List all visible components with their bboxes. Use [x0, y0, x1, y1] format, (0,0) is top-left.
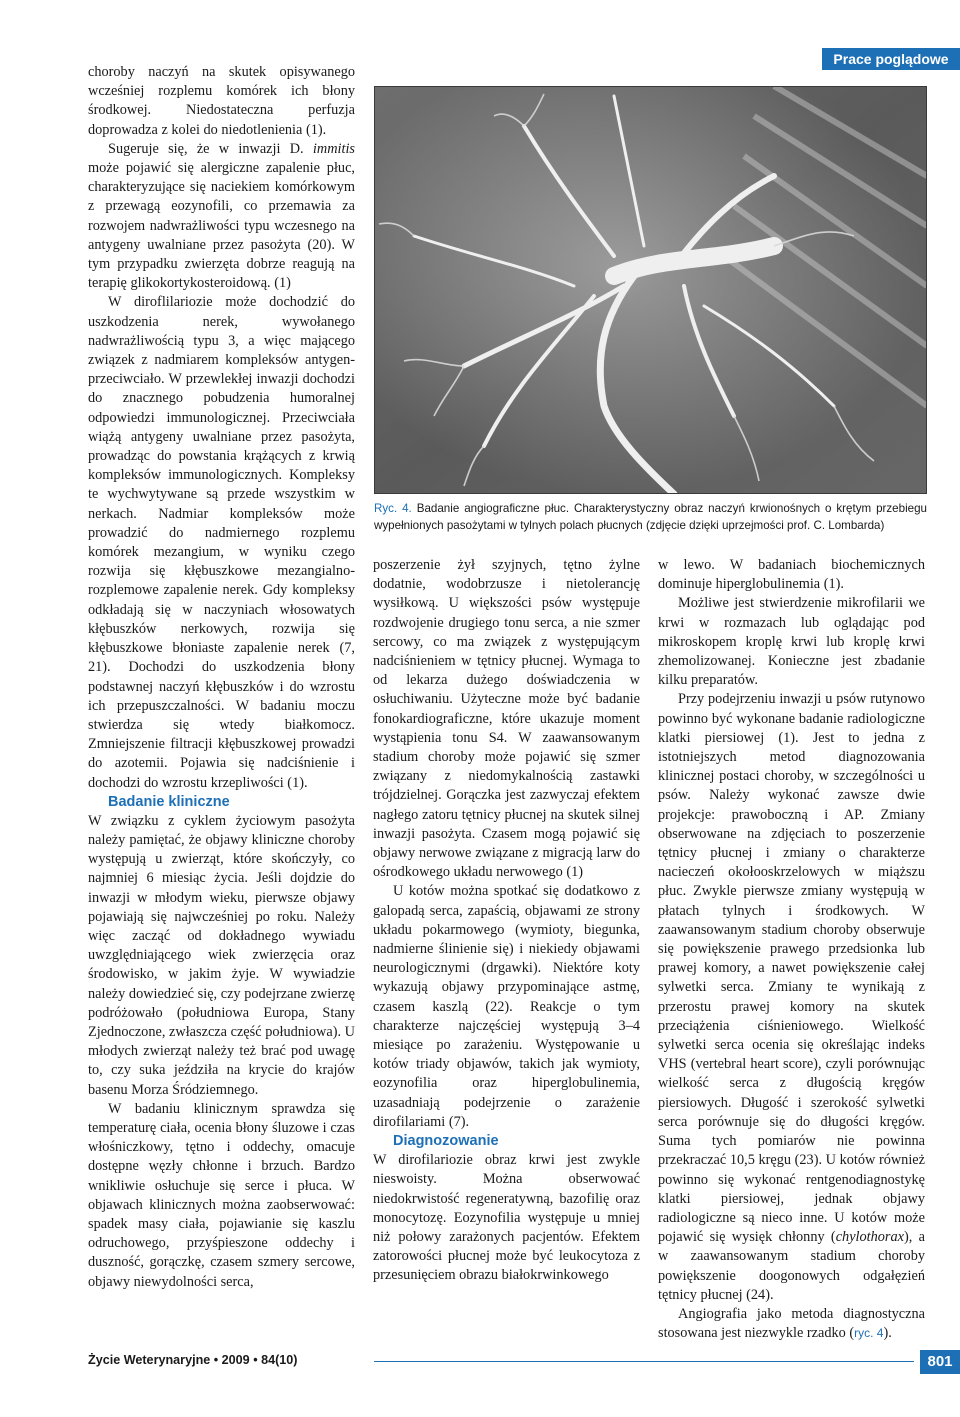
paragraph: choroby naczyń na skutek opisywanego wcześniej rozplemu komórek ich błony środkowej. Niedostateczna perfuzja doprowadza z kolei do niedotlenienia (1). — [88, 64, 355, 138]
paragraph: Sugeruje się, że w inwazji D. immitis może pojawić się alergiczne zapalenie płuc, charakteryzujące się naciekiem komórkowym z przewagą eozynofili, co przemawia za rozwojem nadwrażliwości typu wczesnego na antygeny uwalniane przez pasożyta (20). W tym przypadku zwierzęta dobrze reagują na terapię glikokortykosteroidową. (1) — [88, 140, 355, 292]
angiography-drawing — [374, 86, 927, 494]
section-label: Prace poglądowe — [822, 48, 960, 70]
paragraph: W związku z cyklem życiowym pasożyta należy pamiętać, że objawy kliniczne choroby występują u zwierząt, które skończyły, co najmniej 6 miesiąc życia. Jeśli dojdzie do inwazji w młodym wieku, pierwsze objawy pojawiają się najwcześniej po roku. Należy więc zacząć od dokładnego wywiadu uwzględniającego wiek zwierzęcia oraz środowisko, w jakim żyje. W wywiadzie należy dowiedzieć się, czy podejrzane zwierzę podróżowało (południowa Europa, Stany Zjednoczone, zwłaszcza część południowa). U młodych zwierząt należy też brać pod uwagę to, czy suka jeździła na krycie do krajów basenu Morza Śródziemnego. — [88, 812, 355, 1098]
page-number: 801 — [920, 1350, 960, 1374]
caption-text: Badanie angiograficzne płuc. Charakterystyczny obraz naczyń krwionośnych o krętym przebiegu wypełnionych pasożytami w tylnych polach płucnych (zdjęcie dzięki uprzejmości prof. C. Lombarda) — [374, 502, 928, 532]
paragraph: poszerzenie żył szyjnych, tętno żylne dodatnie, wodobrzusze i nietolerancję wysiłkową. U większości psów występuje rozdwojenie drugiego tonu serca, a nie szmer sercowy, co ma związek z występującym nadciśnieniem w tętnicy płucnej. Wymaga to od lekarza dużego doświadczenia w osłuchiwaniu. Użyteczne może być badanie fonokardiograficzne, które ukazuje moment wystąpienia tonu S4. W zaawansowanym stadium choroby może pojawić się szmer związany z niedomykalnością zastawki trójdzielnej. Gorączka jest zazwyczaj efektem nagłego zatoru tętnicy płucnej na skutek silnej inwazji pasożyta. Czasem mogą pojawić się objawy nerwowe związane z migracją larw do ośrodkowego układu nerwowego (1) — [373, 557, 640, 881]
paragraph: Możliwe jest stwierdzenie mikrofilarii we krwi w rozmazach lub oglądając pod mikroskopem kroplę krwi lub kroplę krwi zhemolizowanej. Konieczne jest zbadanie kilku preparatów. — [658, 595, 925, 689]
text-column-1 — [88, 63, 355, 1292]
footer-divider — [374, 1361, 914, 1362]
paragraph: W badaniu klinicznym sprawdza się temperaturę ciała, ocenia błony śluzowe i czas włośniczkowy, tętno i oddechy, omacuje dostępne węzły chłonne i brzuch. Bardzo wnikliwie osłuchuje się serce i płuca. W objawach klinicznych można zaobserwować: spadek masy ciała, pojawianie się kaszlu odruchowego, przyśpieszone oddechy i duszność, gorączkę, czasem szmery sercowe, objawy niewydolności serca, — [88, 1100, 355, 1290]
paragraph: Angiografia jako metoda diagnostyczna stosowana jest niezwykle rzadko (ryc. 4). — [658, 1305, 925, 1342]
paragraph: W diroflilariozie może dochodzić do uszkodzenia nerek, wywołanego nadwrażliwością typu 3, a więc mającego związek z nadmiarem kompleksów antygen-przeciwciało. W przewlekłej inwazji dochodzi do znacznego pobudzenia humoralnej odpowiedzi immunologicznej. Przeciwciała wiążą antygeny uwalniane przez pasożyta, prowadząc do powstania krążących z krwią kompleksów immunologicznych. Kompleksy te wychwytywane są przede wszystkim w nerkach. Nadmiar kompleksów może prowadzić do nadmiernego rozplemu komórek mezangium, w wyniku czego rozwija się kłębuszkowe mezangialno-rozplemowe zapalenie nerek. Gdy kompleksy odkładają się w naczyniach włosowatych kłębuszków nerkowych, rozwija się kłębuszkowe błoniaste zapalenie nerek (7, 21). Dochodzi do uszkodzenia błony podstawnej naczyń kłębuszków i do wzrostu ich przepuszczalności. W badaniu moczu stwierdza się wtedy białkomocz. Zmniejszenie filtracji kłębuszkowej prowadzi do azotemii. Pojawia się nadciśnienie i dochodzi do wzrostu krzepliwości (1). — [88, 294, 355, 791]
paragraph: U kotów można spotkać się dodatkowo z galopadą serca, zapaścią, objawami ze strony układu pokarmowego (wymioty, biegunka, nadmierne ślinienie się) i niekiedy objawami neurologicznymi (drgawki). Niektóre koty wykazują objawy przypominające astmę, czasem kaszlą (22). Reakcje o tym charakterze najczęściej występują 3–4 miesiące po zarażeniu. Występowanie u kotów triady objawów, takich jak wymioty, eozynofilia oraz hiperglobulinemia, uzasadniają podejrzenie o zarażenie dirofilariami (7). — [373, 883, 640, 1130]
figure-caption — [374, 500, 927, 534]
paragraph: w lewo. W badaniach biochemicznych dominuje hiperglobulinemia (1). — [658, 557, 925, 593]
section-heading: Diagnozowanie — [393, 1133, 499, 1150]
paragraph: W dirofilariozie obraz krwi jest zwykle nieswoisty. Można obserwować niedokrwistość regeneratywną, bazofilię oraz monocytozę. Eozynofilia występuje u mniej niż połowy zarażonych pacjentów. Efektem zatorowości płucnej może być leukocytoza z przesunięciem obrazu białokrwinkowego — [373, 1152, 640, 1284]
text-column-2 — [373, 556, 640, 1286]
paragraph: Przy podejrzeniu inwazji u psów rutynowo powinno być wykonane badanie radiologiczne klatki piersiowej (1). Jest to jedna z istotniejszych metod diagnozowania klinicznej postaci choroby, w szczególności u psów. Należy wykonać zawsze dwie projekcje: prawoboczną i AP. Zmiany obserwowane na zdjęciach to poszerzenie tętnicy płucnej i zmiany o charakterze nacieczeń okołooskrzelowych w miąższu płuc. Zwykle pierwsze zmiany występują w płatach tylnych i środkowych. W zaawansowanym stadium choroby obserwuje się powiększenie prawego przedsionka lub prawej komory, a nawet powiększenie całej sylwetki serca. Zmiany te wynikają z przerostu prawej komory na skutek przeciążenia ciśnieniowego. Wielkość sylwetki serca ocenia się określając indeks VHS (vertebral heart score), czyli porównując wielkość serca z długością kręgów piersiowych. Długość i szerokość sylwetki serca porównuje się do długości kręgów. Suma tych pomiarów nie powinna przekraczać 10,5 kręgu (23). U kotów również powinno się wykonać rentgenodiagnostykę klatki piersiowej, jednak objawy radiologiczne są nieco inne. U kotów może pojawić się wysięk chłonny (chylothorax), a w zaawansowanym stadium choroby powiększenie doogonowych odgałęzień tętnicy płucnej (24). — [658, 691, 925, 1303]
text-column-3 — [658, 556, 925, 1343]
journal-footer: Życie Weterynaryjne • 2009 • 84(10) — [88, 1353, 298, 1367]
caption-label: Ryc. 4. — [374, 502, 412, 515]
section-heading: Badanie kliniczne — [108, 793, 230, 810]
angiography-image — [374, 86, 927, 494]
figure-reference-link[interactable]: ryc. 4 — [854, 1326, 884, 1341]
